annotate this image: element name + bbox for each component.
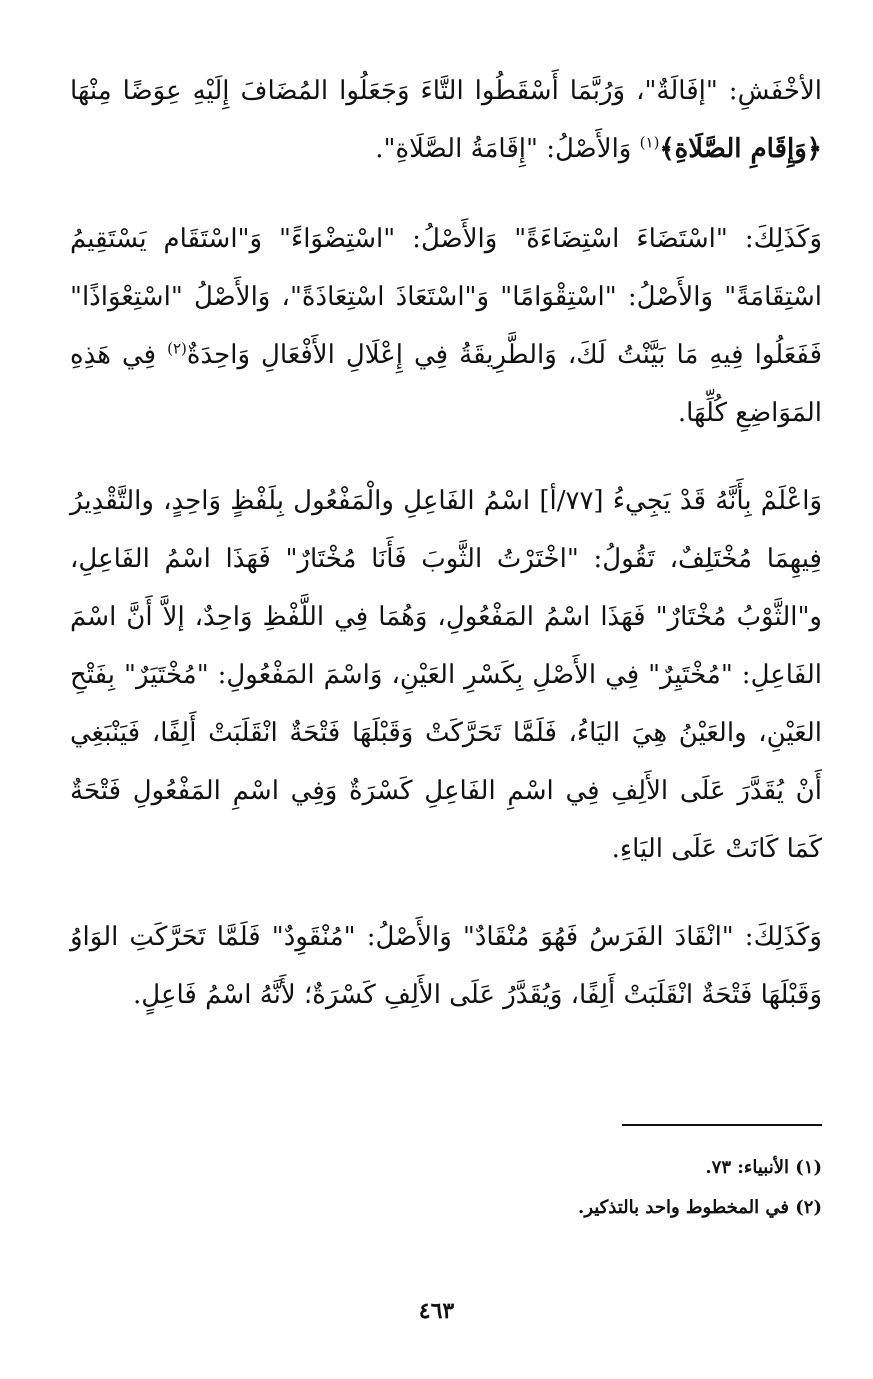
paragraph-3: وَاعْلَمْ بِأَنَّهُ قَدْ يَجِيءُ [٧٧/أ] اسْمُ الفَاعِلِ والْمَفْعُول بِلَفْظٍ وَاحِدٍ، والتَّقْدِيرُ فِيهِمَا مُخْتَلِفٌ، تَقُولُ: "اخْتَرْتُ الثَّوبَ فَأَنَا مُخْتَارٌ" فَهَذَا اسْمُ الفَاعِلِ، و"الثَّوْبُ مُخْتَارٌ" فَهَذَا اسْمُ المَفْعُولِ، وَهُمَا فِي اللَّفْظِ وَاحِدٌ، إلاَّ أَنَّ اسْمَ الفَاعِلِ: "مُخْتَيِرٌ" فِي الأَصْلِ بِكَسْرِ العَيْنِ، وَاسْمَ المَفْعُولِ: "مُخْتَيَرٌ" بِفَتْحِ العَيْنِ، والعَيْنُ هِيَ اليَاءُ، فَلَمَّا تَحَرَّكَتْ وَقَبْلَهَا فَتْحَةٌ انْقَلَبَتْ أَلِفًا، فَيَنْبَغِي أَنْ يُقَدَّرَ عَلَى الأَلِفِ فِي اسْمِ الفَاعِلِ كَسْرَةٌ وَفِي اسْمِ المَفْعُولِ فَتْحَةٌ كَمَا كَانَتْ عَلَى اليَاءِ. xyxy=(70,486,823,864)
paragraph-2-text-end: فِي هَذِهِ المَوَاضِعِ كُلِّهَا. xyxy=(70,340,822,428)
footnote-1: (١) الأنبياء: ٧٣. xyxy=(705,1157,822,1178)
page-number: ٤٦٣ xyxy=(418,1298,455,1324)
paragraph-1 xyxy=(70,62,822,178)
footnote-divider xyxy=(622,1124,822,1126)
footnotes xyxy=(70,1148,822,1228)
paragraph-2 xyxy=(70,210,822,442)
paragraph-2-text: وَكَذَلِكَ: "اسْتَضَاءَ اسْتِضَاءَةً" وَالأَصْلُ: "اسْتِضْوَاءً" وَ"اسْتَقَام يَسْتَقِيمُ اسْتِقَامَةً" وَالأَصْلُ: "اسْتِقْوَامًا" وَ"اسْتَعَاذَ اسْتِعَاذَةً"، وَالأَصْلُ "اسْتِعْوَاذًا" فَفَعَلُوا فِيهِ مَا بَيَّنْتُ لَكَ، وَالطَّرِيقَةُ فِي إِعْلَالِ الأَفْعَالِ وَاحِدَةٌ xyxy=(70,224,823,370)
paragraph-4: وَكَذَلِكَ: "انْقَادَ الفَرَسُ فَهُوَ مُنْقَادٌ" وَالأَصْلُ: "مُنْقَوِدٌ" فَلَمَّا تَحَرَّكَتِ الوَاوُ وَقَبْلَهَا فَتْحَةٌ انْقَلَبَتْ أَلِفًا، وَيُقَدَّرُ عَلَى الأَلِفِ كَسْرَةٌ؛ لأَنَّهُ اسْمُ فَاعِلٍ. xyxy=(70,922,822,1010)
paragraph-1-text-end: وَالأَصْلُ: "إِقَامَةُ الصَّلَاةِ". xyxy=(375,134,640,164)
footnote-ref-1[interactable]: (١) xyxy=(639,133,660,152)
footnote-ref-2[interactable]: (٢) xyxy=(167,339,187,358)
main-text xyxy=(70,62,822,1054)
footnote-2: (٢) في المخطوط واحد بالتذكير. xyxy=(578,1197,822,1218)
paragraph-1-text: الأخْفَشِ: "إفَالَةٌ"، وَرُبَّمَا أَسْقَطُوا التَّاءَ وَجَعَلُوا المُضَافَ إِلَيْهِ عِوَضًا مِنْهَا xyxy=(70,76,822,106)
quran-verse: ﴿وَإِقَامِ الصَّلَاةِ﴾ xyxy=(659,134,822,164)
